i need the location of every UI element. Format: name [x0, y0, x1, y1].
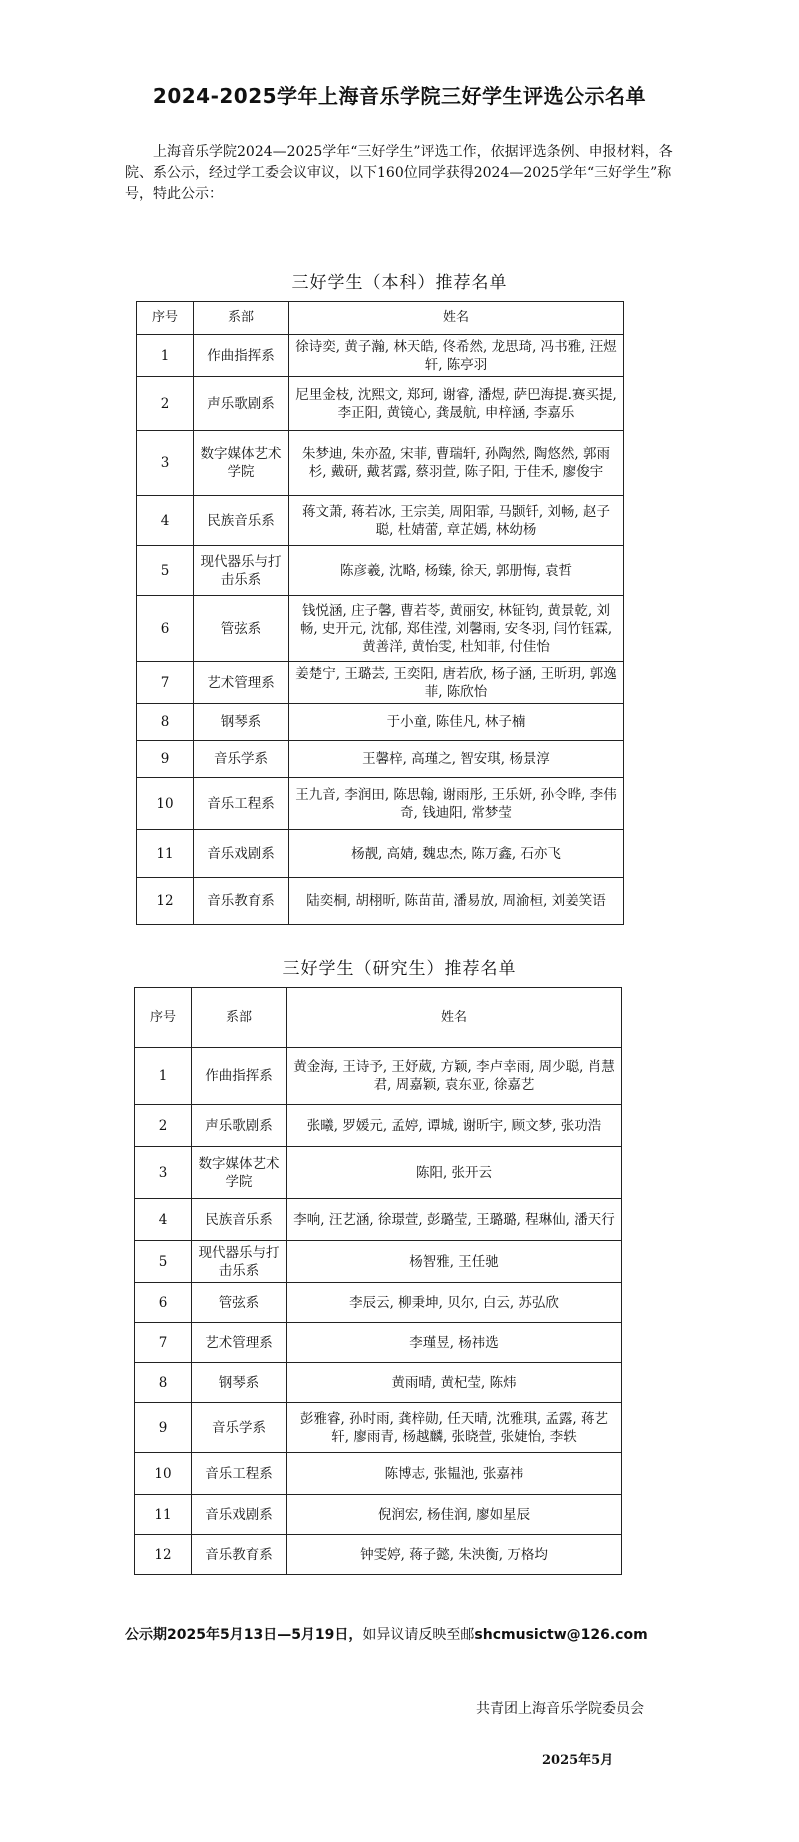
names-cell: 于小童, 陈佳凡, 林子楠: [289, 704, 624, 741]
row-number: 8: [135, 1363, 192, 1403]
table-row: [137, 335, 624, 377]
names-cell: 钟雯婷, 蒋子懿, 朱泱衡, 万格均: [287, 1535, 622, 1575]
table-row: [137, 830, 624, 878]
names-cell: 钱悦涵, 庄子馨, 曹若苓, 黄丽安, 林钲钧, 黄景乾, 刘畅, 史开元, 沈郁, 郑佳滢, 刘馨雨, 安冬羽, 闫竹钰霖, 黄善洋, 黄怡雯, 杜知菲, 付佳怡: [289, 596, 624, 662]
issue-date: 2025年5月: [542, 1753, 614, 1768]
department-cell: 钢琴系: [194, 704, 289, 741]
table-row: [137, 377, 624, 431]
row-number: 2: [137, 377, 194, 431]
names-cell: 倪润宏, 杨佳润, 廖如星辰: [287, 1495, 622, 1535]
table-row: [137, 741, 624, 778]
row-number: 7: [135, 1323, 192, 1363]
page-title: 2024-2025学年上海音乐学院三好学生评选公示名单: [152, 84, 647, 108]
table-row: [137, 878, 624, 925]
table-row: [137, 496, 624, 546]
row-number: 9: [137, 741, 194, 778]
row-number: 4: [135, 1199, 192, 1241]
department-cell: 音乐工程系: [194, 778, 289, 830]
department-cell: 音乐教育系: [192, 1535, 287, 1575]
row-number: 12: [135, 1535, 192, 1575]
names-cell: 陈博志, 张韫池, 张嘉祎: [287, 1453, 622, 1495]
table-row: [137, 778, 624, 830]
department-cell: 声乐歌剧系: [192, 1105, 287, 1147]
names-cell: 朱梦迪, 朱亦盈, 宋菲, 曹瑞轩, 孙陶然, 陶悠然, 郭雨杉, 戴研, 戴茗露, 蔡羽萱, 陈子阳, 于佳禾, 廖俊宇: [289, 431, 624, 496]
table-row: [135, 1495, 622, 1535]
row-number: 1: [135, 1048, 192, 1105]
table-row: [137, 546, 624, 596]
names-cell: 彭雅睿, 孙时雨, 龚梓勋, 任天晴, 沈雅琪, 孟露, 蒋艺轩, 廖雨青, 杨越麟, 张晓萱, 张婕怡, 李轶: [287, 1403, 622, 1453]
names-cell: 陆奕桐, 胡栩昕, 陈苗苗, 潘易放, 周渝桓, 刘姜笑语: [289, 878, 624, 925]
names-cell: 王九音, 李润田, 陈思翰, 谢雨彤, 王乐妍, 孙令晔, 李伟奇, 钱迪阳, 常梦莹: [289, 778, 624, 830]
row-number: 2: [135, 1105, 192, 1147]
header-dept: 系部: [194, 302, 289, 335]
names-cell: 李响, 汪艺涵, 徐璟萱, 彭璐莹, 王璐璐, 程琳仙, 潘天行: [287, 1199, 622, 1241]
table-row: [135, 1283, 622, 1323]
row-number: 11: [135, 1495, 192, 1535]
department-cell: 现代器乐与打击乐系: [192, 1241, 287, 1283]
department-cell: 民族音乐系: [192, 1199, 287, 1241]
names-cell: 李辰云, 柳秉坤, 贝尔, 白云, 苏弘欣: [287, 1283, 622, 1323]
grad-table: [134, 987, 622, 1575]
grad-table-body: [135, 1048, 622, 1575]
header-no: 序号: [137, 302, 194, 335]
names-cell: 陈彦羲, 沈略, 杨臻, 徐天, 郭册悔, 袁哲: [289, 546, 624, 596]
department-cell: 音乐教育系: [194, 878, 289, 925]
row-number: 5: [135, 1241, 192, 1283]
table-row: [135, 1453, 622, 1495]
names-cell: 杨靓, 高婧, 魏忠杰, 陈万鑫, 石亦飞: [289, 830, 624, 878]
row-number: 10: [137, 778, 194, 830]
row-number: 1: [137, 335, 194, 377]
department-cell: 数字媒体艺术学院: [194, 431, 289, 496]
department-cell: 现代器乐与打击乐系: [194, 546, 289, 596]
names-cell: 黄金海, 王诗予, 王妤葳, 方颖, 李卢幸雨, 周少聪, 肖慧君, 周嘉颖, 袁东亚, 徐嘉艺: [287, 1048, 622, 1105]
table-row: [135, 1323, 622, 1363]
department-cell: 钢琴系: [192, 1363, 287, 1403]
notice-instruction: 如异议请反映至邮: [362, 1627, 475, 1643]
header-dept: 系部: [192, 988, 287, 1048]
names-cell: 徐诗奕, 黄子瀚, 林天皓, 佟希然, 龙思琦, 冯书雅, 汪煜轩, 陈亭羽: [289, 335, 624, 377]
names-cell: 姜楚宁, 王璐芸, 王奕阳, 唐若欣, 杨子涵, 王昕玥, 郭逸菲, 陈欣怡: [289, 662, 624, 704]
row-number: 3: [135, 1147, 192, 1199]
issuing-organization: 共青团上海音乐学院委员会: [476, 1701, 644, 1717]
department-cell: 音乐工程系: [192, 1453, 287, 1495]
names-cell: 陈阳, 张开云: [287, 1147, 622, 1199]
names-cell: 尼里金枝, 沈熙文, 郑珂, 谢睿, 潘煜, 萨巴海提.赛买提, 李正阳, 黄镜心, 龚晟航, 申梓涵, 李嘉乐: [289, 377, 624, 431]
table-row: [135, 1403, 622, 1453]
table-row: [135, 1535, 622, 1575]
undergrad-table-body: [137, 335, 624, 925]
table-row: [135, 1048, 622, 1105]
row-number: 6: [137, 596, 194, 662]
department-cell: 作曲指挥系: [192, 1048, 287, 1105]
notice-period: 公示期2025年5月13日—5月19日，: [125, 1627, 363, 1643]
row-number: 8: [137, 704, 194, 741]
undergrad-table: [136, 301, 624, 925]
row-number: 9: [135, 1403, 192, 1453]
department-cell: 数字媒体艺术学院: [192, 1147, 287, 1199]
header-no: 序号: [135, 988, 192, 1048]
names-cell: 李瑾昱, 杨祎选: [287, 1323, 622, 1363]
row-number: 4: [137, 496, 194, 546]
table-row: [135, 1241, 622, 1283]
table-row: [137, 431, 624, 496]
department-cell: 管弦系: [192, 1283, 287, 1323]
department-cell: 艺术管理系: [194, 662, 289, 704]
header-names: 姓名: [287, 988, 622, 1048]
department-cell: 民族音乐系: [194, 496, 289, 546]
row-number: 10: [135, 1453, 192, 1495]
names-cell: 黄雨晴, 黄杞莹, 陈炜: [287, 1363, 622, 1403]
table-header-row: [137, 302, 624, 335]
names-cell: 张曦, 罗媛元, 孟婷, 谭城, 谢昕宇, 顾文梦, 张功浩: [287, 1105, 622, 1147]
row-number: 3: [137, 431, 194, 496]
table-row: [137, 704, 624, 741]
row-number: 7: [137, 662, 194, 704]
intro-paragraph: 上海音乐学院2024—2025学年“三好学生”评选工作，依据评选条例、申报材料，各院、系公示，经过学工委会议审议，以下160位同学获得2024—2025学年“三好学生”称号，特此公示：: [125, 144, 673, 202]
notice-line: [125, 1624, 648, 1644]
table-row: [135, 1363, 622, 1403]
row-number: 12: [137, 878, 194, 925]
department-cell: 音乐学系: [194, 741, 289, 778]
row-number: 6: [135, 1283, 192, 1323]
table-row: [135, 1147, 622, 1199]
table-row: [137, 596, 624, 662]
row-number: 11: [137, 830, 194, 878]
names-cell: 杨智雅, 王任驰: [287, 1241, 622, 1283]
grad-subtitle: 三好学生（研究生）推荐名单: [282, 959, 517, 979]
contact-email[interactable]: shcmusictw@126.com: [474, 1627, 648, 1643]
undergrad-subtitle: 三好学生（本科）推荐名单: [291, 273, 508, 293]
table-header-row: [135, 988, 622, 1048]
department-cell: 音乐戏剧系: [194, 830, 289, 878]
names-cell: 王馨梓, 高瑾之, 智安琪, 杨景淳: [289, 741, 624, 778]
department-cell: 音乐戏剧系: [192, 1495, 287, 1535]
department-cell: 声乐歌剧系: [194, 377, 289, 431]
department-cell: 作曲指挥系: [194, 335, 289, 377]
header-names: 姓名: [289, 302, 624, 335]
row-number: 5: [137, 546, 194, 596]
table-row: [135, 1105, 622, 1147]
table-row: [137, 662, 624, 704]
department-cell: 艺术管理系: [192, 1323, 287, 1363]
table-row: [135, 1199, 622, 1241]
department-cell: 管弦系: [194, 596, 289, 662]
department-cell: 音乐学系: [192, 1403, 287, 1453]
names-cell: 蒋文萧, 蒋若冰, 王宗美, 周阳霏, 马颢钎, 刘畅, 赵子聪, 杜婧蕾, 章芷嫣, 林幼杨: [289, 496, 624, 546]
